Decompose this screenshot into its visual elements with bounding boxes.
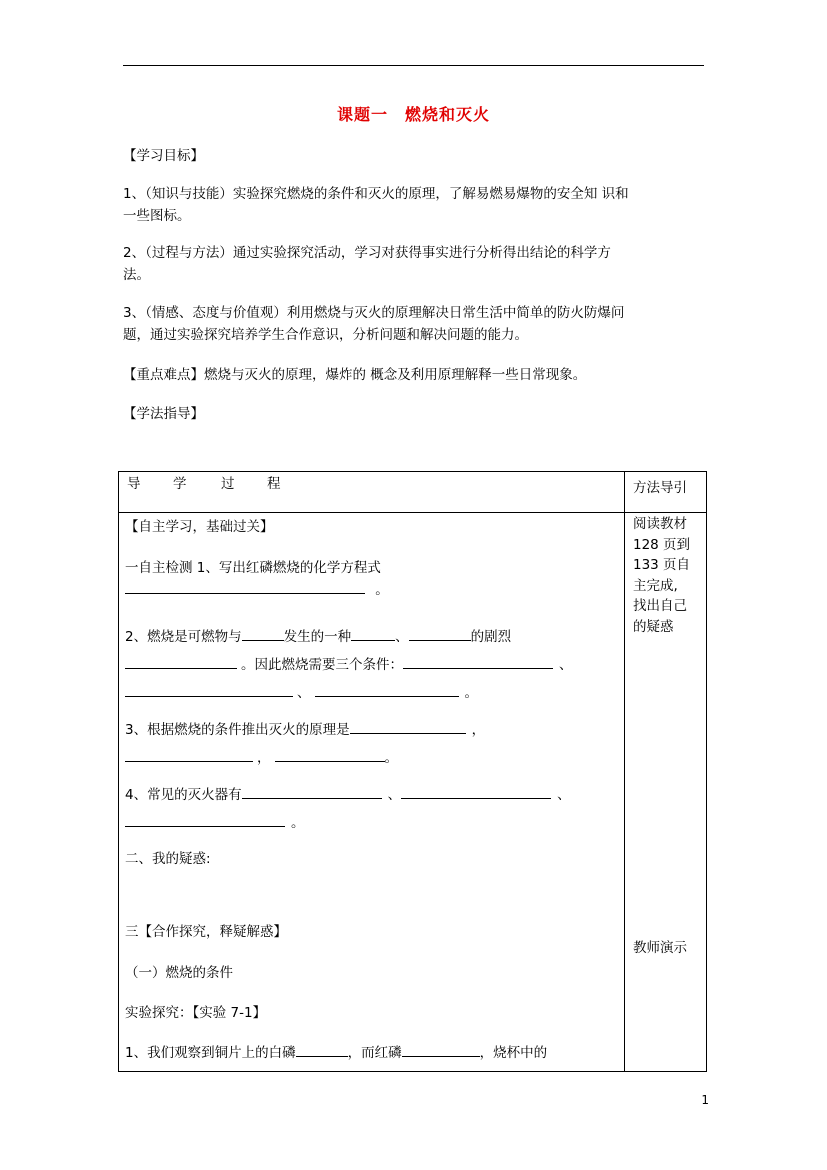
objective-1: [123, 183, 707, 227]
process-header-char-2: 学: [173, 476, 187, 492]
answer-blank[interactable]: [125, 747, 253, 762]
question-4-part-a: 4、常见的灭火器有: [125, 787, 242, 803]
question-3-part-b: ，: [471, 722, 486, 738]
answer-blank[interactable]: [242, 784, 382, 799]
question-2-part-a: 2、燃烧是可燃物与: [125, 629, 242, 645]
question-2-line-1: [125, 623, 620, 651]
question-2-part-h: 。: [464, 685, 478, 701]
side-note-reading: [633, 514, 705, 637]
doubts-heading: 二、我的疑惑:: [125, 851, 211, 867]
objective-3-line-2: 题，通过实验探究培养学生合作意识，分析问题和解决问题的能力。: [123, 327, 528, 343]
question-2-part-d: 的剧烈: [470, 629, 512, 645]
question-5-part-b: ，而红磷: [347, 1045, 402, 1061]
answer-blank[interactable]: [403, 654, 553, 669]
objective-2-line-1: 2、（过程与方法）通过实验探究活动，学习对获得事实进行分析得出结论的科学方: [123, 245, 611, 261]
question-2-part-g: 、: [297, 685, 311, 701]
answer-blank[interactable]: [315, 682, 459, 697]
column-divider: [624, 472, 625, 1071]
key-points: 【重点难点】燃烧与灭火的原理，爆炸的 概念及利用原理解释一些日常现象。: [123, 367, 587, 383]
question-2-part-e: 。因此燃烧需要三个条件：: [241, 657, 403, 673]
question-4-line-2: [125, 809, 620, 837]
question-3-part-d: 。: [384, 750, 398, 766]
answer-blank[interactable]: [351, 626, 395, 641]
process-header-char-4: 程: [267, 476, 281, 492]
cooperation-heading: 三【合作探究，释疑解惑】: [125, 924, 287, 940]
question-3-line-1: [125, 716, 620, 744]
question-2-part-c: 、: [395, 629, 409, 645]
answer-blank[interactable]: [350, 719, 466, 734]
side-note-line: 的疑惑: [633, 618, 674, 635]
question-4-part-c: 、: [557, 787, 571, 803]
question-3-line-2: [125, 744, 620, 772]
answer-blank[interactable]: [402, 1042, 480, 1057]
question-5-part-c: ，烧杯中的: [479, 1045, 548, 1061]
method-heading: 【学法指导】: [123, 406, 204, 422]
question-1: [125, 557, 620, 601]
page-title: 课题一 燃烧和灭火: [336, 105, 490, 124]
question-4-line-1: [125, 781, 620, 809]
header-divider: [119, 512, 706, 513]
question-2-part-f: 、: [559, 657, 573, 673]
header-rule: [123, 65, 704, 66]
objective-1-line-2: 一些图标。: [123, 208, 191, 224]
question-3-part-a: 3、根据燃烧的条件推出灭火的原理是: [125, 722, 350, 738]
objectives-heading: 【学习目标】: [123, 148, 204, 164]
answer-blank[interactable]: [125, 654, 237, 669]
question-2-part-b: 发生的一种: [283, 629, 352, 645]
objective-2-line-2: 法。: [123, 267, 150, 283]
answer-blank[interactable]: [242, 626, 284, 641]
answer-blank[interactable]: [296, 1042, 348, 1057]
answer-blank[interactable]: [401, 784, 551, 799]
subsection-combustion-conditions: （一）燃烧的条件: [125, 965, 233, 981]
side-note-teacher-demo: 教师演示: [633, 940, 687, 956]
objective-1-line-1: 1、（知识与技能）实验探究燃烧的条件和灭火的原理，了解易燃易爆物的安全知 识和: [123, 186, 629, 202]
question-5: [125, 1042, 620, 1064]
question-4-part-d: 。: [291, 815, 305, 831]
method-guide-header: 方法导引: [633, 480, 687, 496]
question-4-part-b: 、: [387, 787, 402, 803]
side-note-line: 主完成,: [633, 577, 678, 594]
question-2: [125, 623, 620, 707]
question-5-part-a: 1、我们观察到铜片上的白磷: [125, 1045, 296, 1061]
objective-2: [123, 242, 707, 286]
question-1-end: 。: [375, 582, 389, 598]
objective-3: [123, 302, 707, 346]
objective-3-line-1: 3、（情感、态度与价值观）利用燃烧与灭火的原理解决日常生活中简单的防火防爆问: [123, 305, 625, 321]
question-1-answer: [125, 579, 620, 601]
process-header-char-1: 导: [127, 476, 141, 492]
study-table: [118, 471, 707, 1072]
experiment-label: 实验探究：【实验 7-1】: [125, 1005, 267, 1021]
answer-blank[interactable]: [125, 682, 293, 697]
question-3: [125, 716, 620, 772]
side-note-line: 133 页自: [633, 557, 691, 573]
question-1-text: 一自主检测 1、写出红磷燃烧的化学方程式: [125, 560, 381, 576]
answer-blank[interactable]: [409, 626, 471, 641]
side-note-line: 阅读教材: [633, 516, 687, 532]
answer-blank[interactable]: [125, 579, 365, 594]
question-3-part-c: ，: [257, 750, 271, 766]
question-2-line-3: [125, 679, 620, 707]
answer-blank[interactable]: [125, 812, 285, 827]
side-note-line: 找出自己: [633, 598, 687, 614]
side-note-line: 128 页到: [633, 536, 691, 553]
self-study-heading: 【自主学习，基础过关】: [125, 519, 274, 535]
question-4: [125, 781, 620, 837]
process-header-char-3: 过: [221, 476, 235, 492]
page-number: 1: [701, 1093, 709, 1107]
answer-blank[interactable]: [275, 747, 385, 762]
question-2-line-2: [125, 651, 620, 679]
